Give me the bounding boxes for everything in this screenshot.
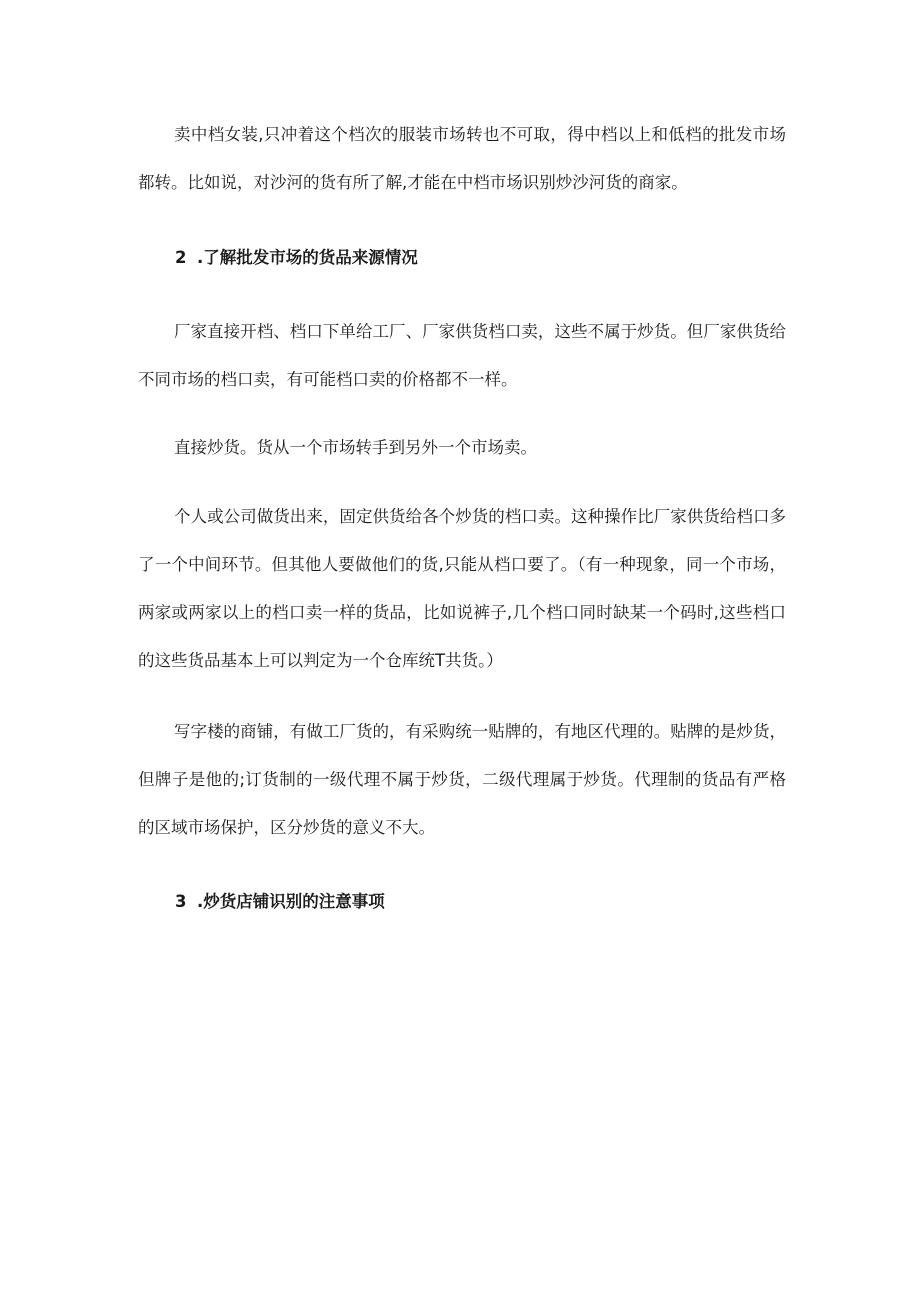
paragraph-intermediary-supply: 个人或公司做货出来，固定供货给各个炒货的档口卖。这种操作比厂家供货给档口多了一个中间环节。但其他人要做他们的货,只能从档口要了。（有一种现象，同一个市场，两家或两家以上的档口卖一样的货品，比如说裤子,几个档口同时缺某一个码时,这些档口的这些货品基本上可以判定为一个仓库统T共货。） — [138, 507, 786, 670]
paragraph-factory-supply: 厂家直接开档、档口下单给工厂、厂家供货档口卖，这些不属于炒货。但厂家供货给不同市场的档口卖，有可能档口卖的价格都不一样。 — [138, 322, 786, 389]
paragraph-mid-range-market: 卖中档女装,只冲着这个档次的服装市场转也不可取，得中档以上和低档的批发市场都转。比如说，对沙河的货有所了解,才能在中档市场识别炒沙河货的商家。 — [138, 125, 786, 192]
section-number: 3 — [175, 892, 187, 911]
section-heading-3 — [175, 887, 385, 917]
section-number: 2 — [175, 248, 187, 267]
section-title: .了解批发市场的货品来源情况 — [197, 248, 418, 267]
section-title: .炒货店铺识别的注意事项 — [197, 892, 385, 911]
paragraph-direct-resale: 直接炒货。货从一个市场转手到另外一个市场卖。 — [174, 438, 537, 457]
paragraph-office-shops: 写字楼的商铺，有做工厂货的，有采购统一贴牌的，有地区代理的。贴牌的是炒货，但牌子是他的;订货制的一级代理不属于炒货，二级代理属于炒货。代理制的货品有严格的区域市场保护，区分炒货的意义不大。 — [138, 722, 786, 837]
section-heading-2 — [175, 243, 418, 273]
